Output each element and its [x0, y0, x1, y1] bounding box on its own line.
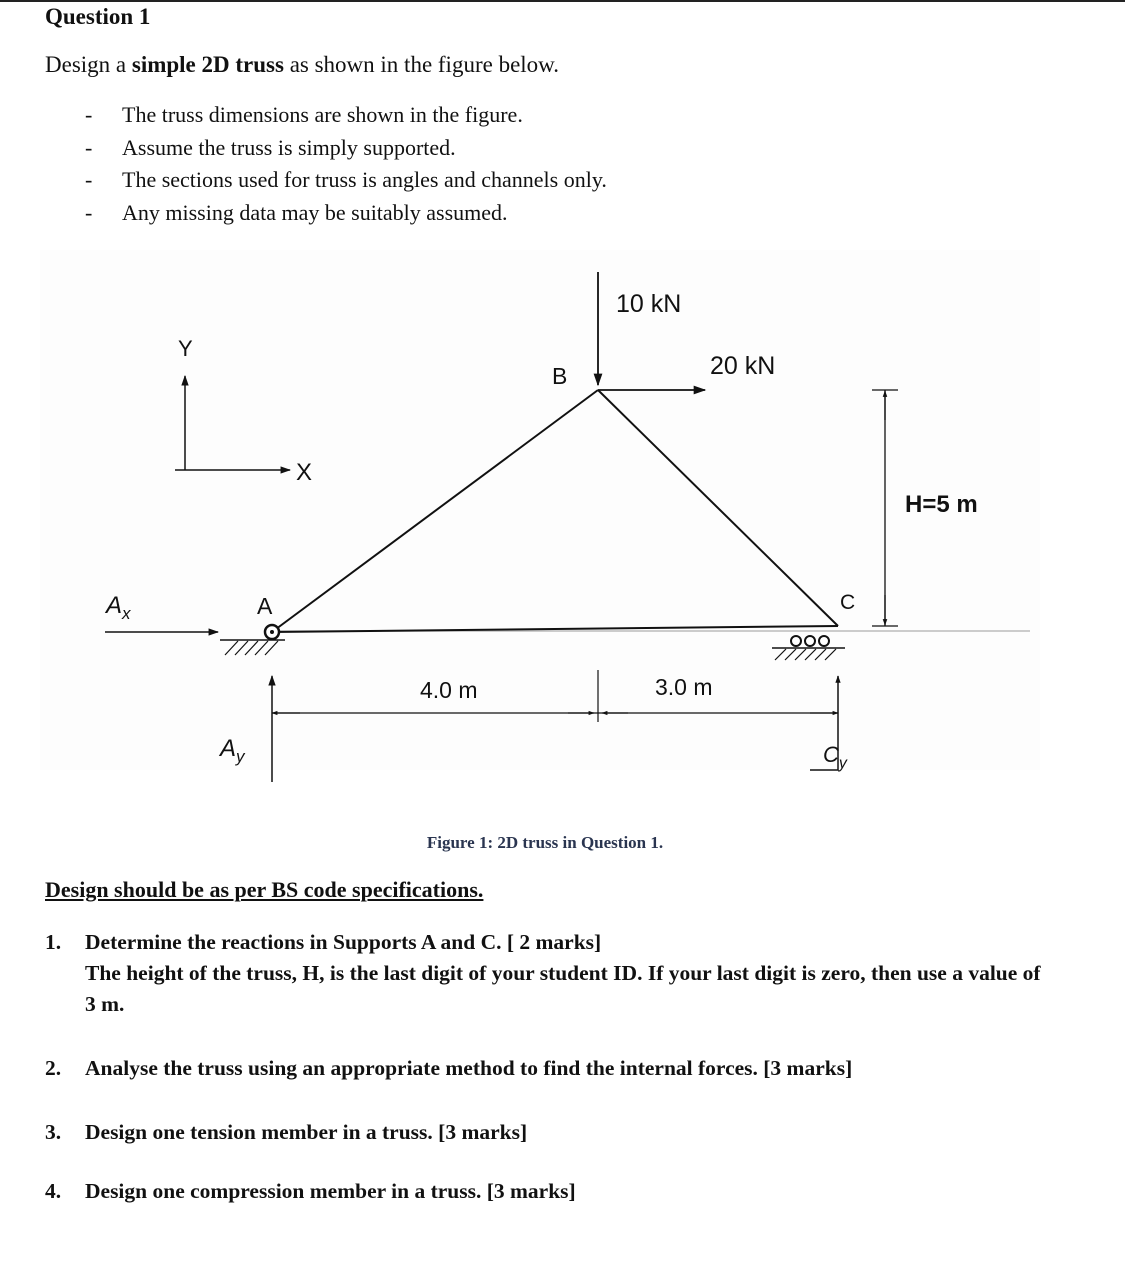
assumption-list	[80, 99, 607, 229]
task-text: Analyse the truss using an appropriate method to find the internal forces. [3 marks]	[85, 1056, 853, 1080]
list-item	[80, 164, 607, 197]
task-text: Determine the reactions in Supports A and C. [ 2 marks]	[85, 930, 602, 954]
bullet-dash: -	[85, 134, 93, 160]
list-item	[80, 132, 607, 165]
bleed-through-text	[40, 250, 1040, 770]
bullet-text: The truss dimensions are shown in the figure.	[122, 102, 523, 127]
task-extra: The height of the truss, H, is the last digit of your student ID. If your last digit is zero, then use a value of 3 m.	[85, 961, 1041, 1016]
task-number: 2.	[45, 1056, 62, 1080]
bullet-dash: -	[85, 102, 93, 127]
node-c-label: C	[840, 591, 856, 614]
intro-bold: simple 2D truss	[131, 52, 284, 77]
height-label: H=5 m	[905, 491, 978, 518]
design-heading: Design should be as per BS code specifications.	[45, 877, 484, 902]
bullet-text: Any missing data may be suitably assumed.	[122, 199, 508, 225]
figure-caption: Figure 1: 2D truss in Question 1.	[426, 833, 664, 852]
bullet-text: Assume the truss is simply supported.	[122, 134, 456, 160]
top-rule	[0, 0, 1125, 2]
task-item	[45, 1176, 1045, 1207]
task-item	[45, 1053, 1045, 1084]
task-text: Design one tension member in a truss. [3 marks]	[85, 1120, 528, 1144]
task-number: 1.	[45, 930, 62, 954]
reaction-cy-main: C	[823, 742, 839, 767]
bullet-text: The sections used for truss is angles and channels only.	[122, 167, 607, 192]
task-number: 3.	[45, 1120, 62, 1144]
axis-y-label: Y	[178, 336, 193, 361]
truss-figure	[0, 240, 1125, 830]
axis-x-label: X	[296, 459, 313, 486]
reaction-cy-sub: y	[838, 755, 847, 772]
node-a-label: A	[257, 593, 273, 619]
reaction-ay-sub: y	[236, 747, 245, 766]
task-item	[45, 927, 1045, 1020]
intro-text	[45, 52, 559, 78]
reaction-ax-main: A	[106, 592, 123, 619]
reaction-ax-sub: x	[122, 604, 131, 623]
list-item	[80, 99, 607, 132]
question-title: Question 1	[45, 4, 151, 29]
load-20kn-label: 20 kN	[710, 352, 776, 380]
dim-4m-label: 4.0 m	[420, 677, 478, 703]
reaction-ay-main: A	[220, 735, 237, 762]
load-10kn-label: 10 kN	[616, 290, 682, 318]
task-number: 4.	[45, 1179, 62, 1203]
bullet-dash: -	[85, 167, 93, 192]
intro-suffix: as shown in the figure below.	[283, 52, 560, 77]
list-item	[80, 197, 607, 230]
task-text: Design one compression member in a truss. [3 marks]	[85, 1179, 576, 1203]
intro-prefix: Design a	[45, 52, 132, 77]
dim-3m-label: 3.0 m	[655, 674, 713, 700]
bullet-dash: -	[85, 199, 93, 225]
node-b-label: B	[552, 363, 568, 389]
task-item	[45, 1117, 1045, 1148]
